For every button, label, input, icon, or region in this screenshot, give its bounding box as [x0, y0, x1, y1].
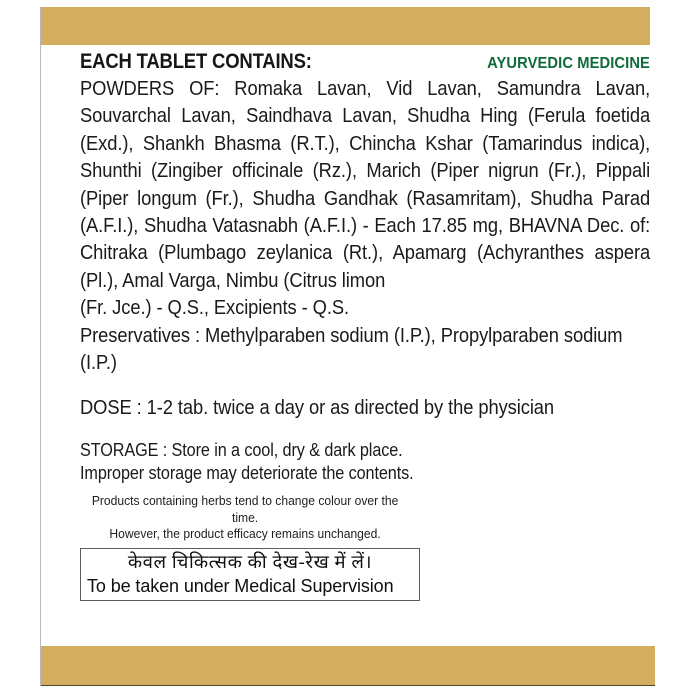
dose-text: DOSE : 1-2 tab. twice a day or as directed by the physician	[80, 396, 555, 420]
storage-line-2: Improper storage may deteriorate the contents.	[80, 463, 414, 484]
storage-block	[80, 439, 651, 485]
label-content	[80, 50, 650, 601]
bottom-color-band	[41, 646, 655, 686]
storage-line-1: STORAGE : Store in a cool, dry & dark place.	[80, 440, 403, 461]
ingredients-block	[80, 75, 650, 322]
panel-left-rule	[40, 7, 41, 686]
disclaimer-line-2: However, the product efficacy remains unchanged.	[109, 526, 381, 542]
medical-supervision-hindi: केवल चिकित्सक की देख-रेख में लें।	[127, 552, 373, 573]
medical-supervision-english: To be taken under Medical Supervision	[87, 575, 394, 596]
preservatives-text: Preservatives : Methylparaben sodium (I.P.), Propylparaben sodium (I.P.)	[80, 323, 623, 375]
herb-colour-disclaimer	[80, 493, 410, 543]
ingredients-text: POWDERS OF: Romaka Lavan, Vid Lavan, Samundra Lavan, Souvarchal Lavan, Saindhava Lavan, Shudha Hing (Ferula foetida (Exd.), Shankh Bhasma (R.T.), Chincha Kshar (Tamarindus indica), Shunthi (Zingiber officinale (Rz.), Marich (Piper nigrun (Fr.), Pippali (Piper longum (Fr.), Shudha Gandhak (Rasamritam), Shudha Parad (A.F.I.), Shudha Vatasnabh (A.F.I.) - Each 17.85 mg, BHAVNA Dec. of: Chitraka (Plumbago zeylanica (Rt.), Apamarg (Achyranthes aspera (Pl.), Amal Varga, Nimbu (Citrus limon	[80, 77, 651, 292]
ingredients-text-last-line: (Fr. Jce.) - Q.S., Excipients - Q.S.	[80, 296, 349, 320]
ayurvedic-medicine-badge: AYURVEDIC MEDICINE	[487, 55, 650, 72]
page-title: EACH TABLET CONTAINS:	[80, 50, 312, 73]
header-row	[80, 50, 650, 74]
top-color-band	[41, 7, 650, 45]
medical-supervision-box	[80, 548, 420, 601]
disclaimer-line-1: Products containing herbs tend to change colour over the time.	[91, 493, 399, 525]
